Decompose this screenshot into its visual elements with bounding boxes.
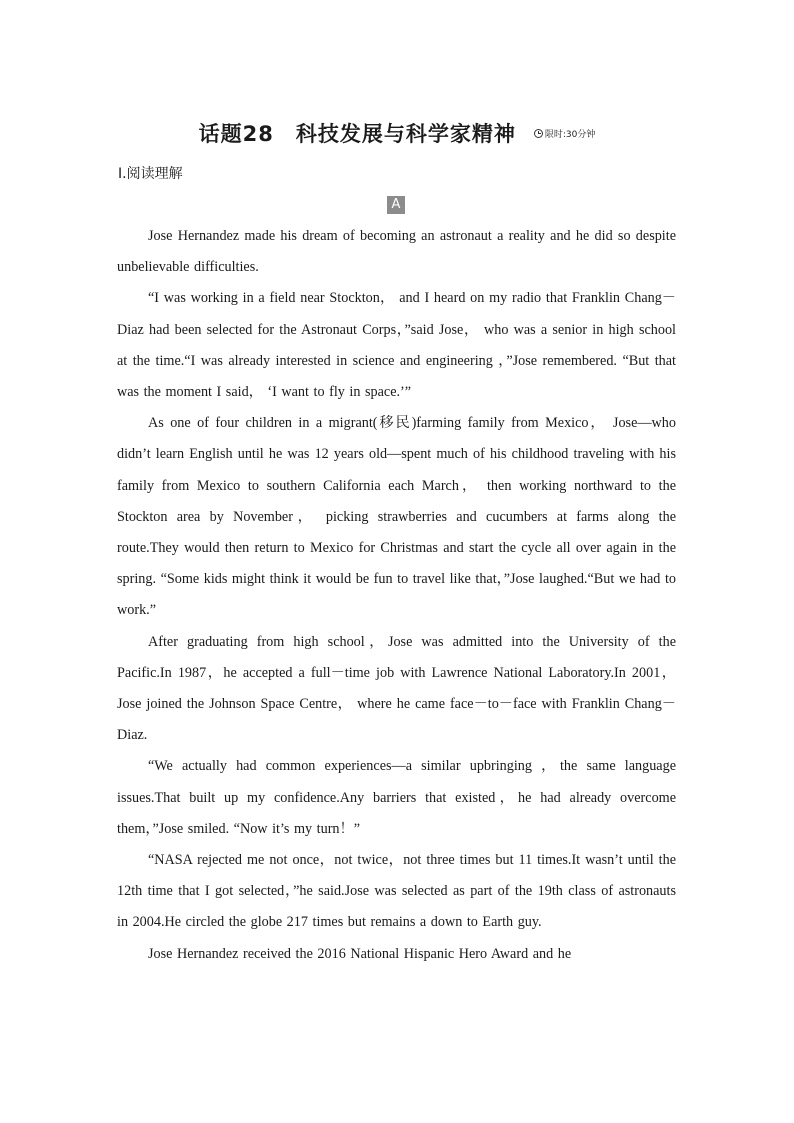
paragraph: “NASA rejected me not once，not twice，not three times but 11 times.It wasn’t until the 12th time that I got selected，”he said.Jose was selected as part of the 19th class of astronauts in 2004.He circled the globe 217 times but remains a down to Earth guy. (117, 852, 676, 931)
paragraph: Jose Hernandez received the 2016 National Hispanic Hero Award and he (148, 945, 572, 962)
paragraph: Jose Hernandez made his dream of becoming an astronaut a reality and he did so despite unbelievable difficulties. (117, 228, 676, 276)
passage-label-badge: A (387, 196, 405, 214)
passage-text (117, 221, 676, 970)
paragraph: “We actually had common experiences—a similar upbringing ，the same language issues.That built up my confidence.Any barriers that existed，he had already overcome them，”Jose smiled. “Now it’s my turn！” (117, 758, 676, 837)
title-row (0, 118, 794, 148)
paragraph: After graduating from high school，Jose was admitted into the University of the Pacific.In 1987，he accepted a full－time job with Lawrence National Laboratory.In 2001，Jose joined the Johnson Space Centre， where he came face－to－face with Franklin Chang－Diaz. (117, 633, 676, 744)
section-heading: Ⅰ.阅读理解 (118, 166, 183, 182)
clock-icon (534, 129, 543, 138)
paragraph: “I was working in a field near Stockton， and I heard on my radio that Franklin Chang－Diaz had been selected for the Astronaut Corps，”said Jose， who was a senior in high school at the time.“I was already interested in science and engineering ，”Jose remembered. “But that was the moment I said， ‘I want to fly in space.’” (117, 290, 676, 401)
paragraph: As one of four children in a migrant(移民)farming family from Mexico， Jose—who didn’t learn English until he was 12 years old—spent much of his childhood traveling with his family from Mexico to southern California each March， then working northward to the Stockton area by November， picking strawberries and cucumbers at farms along the route.They would then return to Mexico for Christmas and start the cycle all over again in the spring. “Some kids might think it would be fun to travel like that，”Jose laughed.“But we had to work.” (117, 415, 676, 619)
page-title: 话题28 科技发展与科学家精神 (198, 122, 516, 146)
time-limit-label: 限时:30分钟 (544, 129, 596, 140)
time-limit (534, 127, 596, 140)
